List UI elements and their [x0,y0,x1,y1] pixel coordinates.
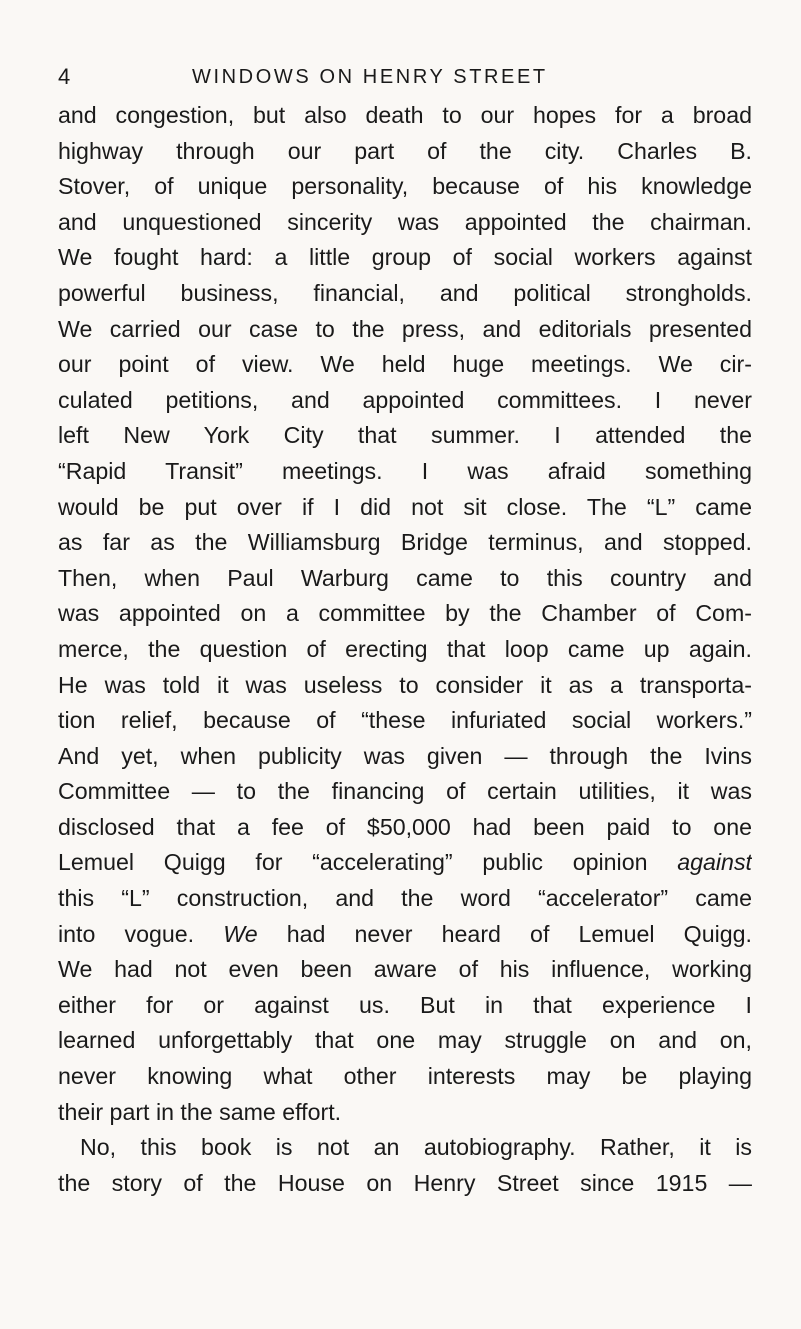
text-line: Lemuel Quigg for “accelerating” public opinion against [58,849,752,876]
text-line: into vogue. We had never heard of Lemuel Quigg. [58,920,752,947]
text-line: culated petitions, and appointed committees. I never [58,386,752,413]
text-line: highway through our part of the city. Charles B. [58,137,752,164]
running-title: WINDOWS ON HENRY STREET [192,66,548,88]
text-line: We carried our case to the press, and editorials presented [58,315,752,342]
italic-text: against [677,849,752,876]
text-line: left New York City that summer. I attended the [58,422,752,449]
text-line: And yet, when publicity was given — through the Ivins [58,742,752,769]
text-line: He was told it was useless to consider it as a transporta- [58,671,752,698]
text-line: Then, when Paul Warburg came to this country and [58,564,752,591]
body-text [58,98,752,1201]
text-line: their part in the same effort. [58,1098,342,1125]
text-line: and congestion, but also death to our hopes for a broad [58,102,752,128]
italic-text: We [223,920,258,947]
page-number: 4 [58,64,71,89]
text-line: disclosed that a fee of $50,000 had been paid to one [58,813,752,840]
text-line: either for or against us. But in that experience I [58,991,752,1018]
page-header [58,62,752,92]
text-line: merce, the question of erecting that loop came up again. [58,635,752,662]
text-line: We had not even been aware of his influence, working [58,956,752,983]
book-page [58,62,752,1201]
text-line: would be put over if I did not sit close. The “L” came [58,493,752,520]
text-line: Committee — to the financing of certain utilities, it was [58,778,752,805]
text-line: and unquestioned sincerity was appointed the chairman. [58,208,752,235]
text-line: never knowing what other interests may be playing [58,1063,752,1090]
text-line: Stover, of unique personality, because of his knowledge [58,173,752,200]
text-line: We fought hard: a little group of social workers against [58,244,752,271]
text-line: powerful business, financial, and political strongholds. [58,279,752,306]
text-line: No, this book is not an autobiography. Rather, it is [80,1134,752,1161]
text-line: tion relief, because of “these infuriated social workers.” [58,707,752,734]
text-line: our point of view. We held huge meetings. We cir- [58,351,752,378]
text-line: this “L” construction, and the word “accelerator” came [58,885,752,912]
text-line: the story of the House on Henry Street since 1915 — [58,1169,752,1196]
text-line: learned unforgettably that one may struggle on and on, [58,1027,752,1054]
text-line: was appointed on a committee by the Chamber of Com- [58,600,752,627]
text-line: “Rapid Transit” meetings. I was afraid something [58,457,752,484]
text-line: as far as the Williamsburg Bridge terminus, and stopped. [58,529,752,556]
